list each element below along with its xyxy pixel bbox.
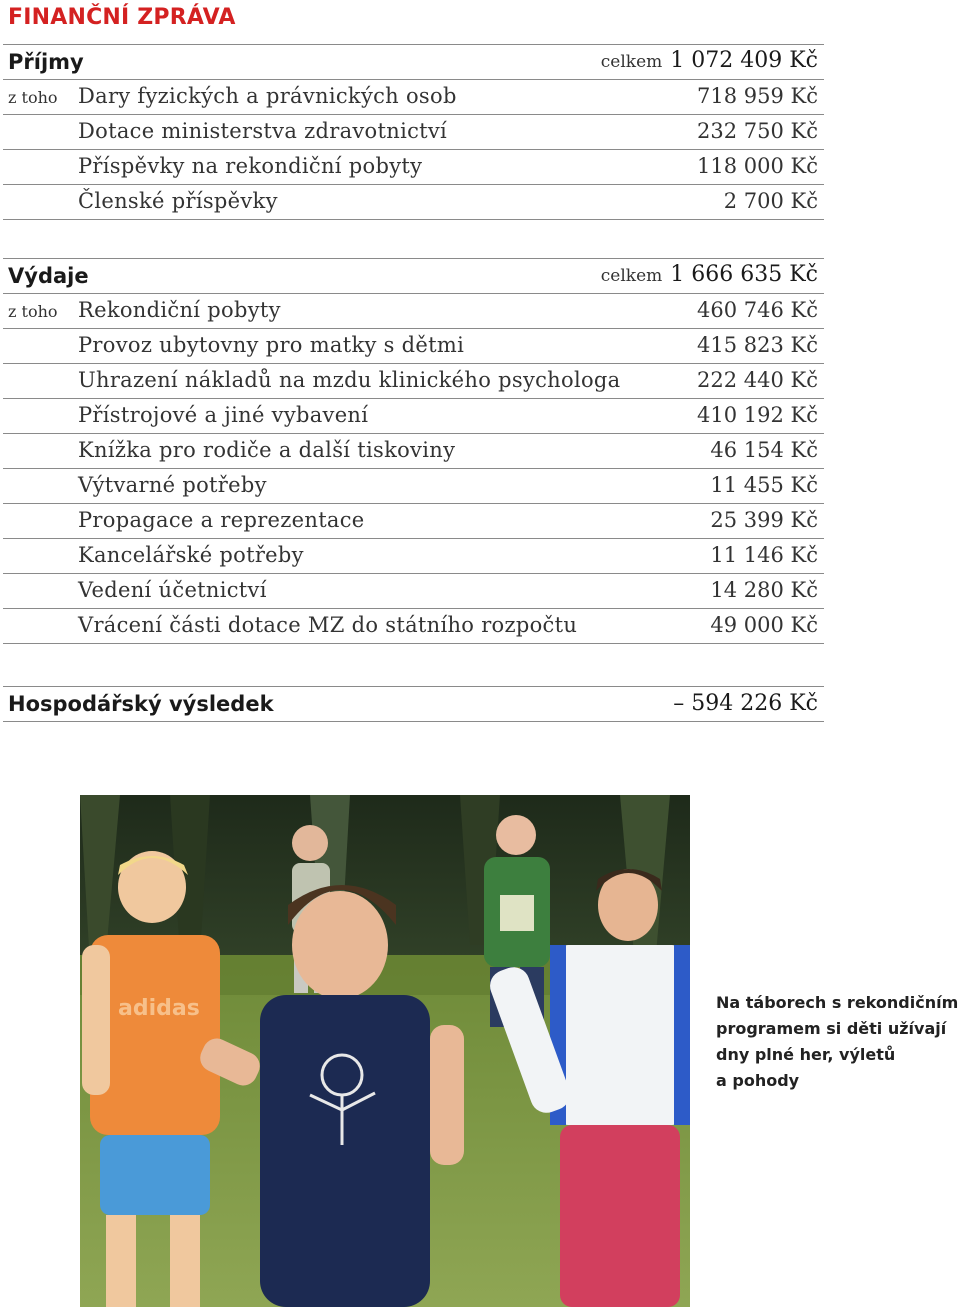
expenses-item-label: Vrácení části dotace MZ do státního rozpočtu [78,613,578,637]
income-table [3,44,824,220]
expenses-item-amount: 11 146 Kč [710,543,818,567]
expenses-table [3,258,824,644]
svg-text:adidas: adidas [118,996,200,1021]
expenses-row [3,398,824,433]
expenses-item-label: Výtvarné potřeby [78,473,267,497]
expenses-item-label: Rekondiční pobyty [78,298,281,322]
expenses-item-label: Vedení účetnictví [78,578,267,602]
income-header-row [3,44,824,79]
expenses-row [3,363,824,398]
income-row [3,184,824,220]
expenses-total-value: 1 666 635 Kč [670,262,818,287]
caption-line: Na táborech s rekondičním [716,993,959,1012]
caption-line: programem si děti užívají [716,1019,947,1038]
expenses-item-amount: 11 455 Kč [710,473,818,497]
expenses-item-amount: 25 399 Kč [710,508,818,532]
expenses-item-amount: 46 154 Kč [710,438,818,462]
expenses-item-amount: 222 440 Kč [697,368,818,392]
result-value: – 594 226 Kč [673,691,818,716]
expenses-item-label: Kancelářské potřeby [78,543,304,567]
expenses-item-amount: 415 823 Kč [697,333,818,357]
expenses-item-label: Propagace a reprezentace [78,508,365,532]
expenses-row [3,503,824,538]
income-item-label: Členské příspěvky [78,189,278,213]
expenses-total-label: celkem [600,266,663,286]
expenses-item-label: Knížka pro rodiče a další tiskoviny [78,438,456,462]
expenses-item-label: Přístrojové a jiné vybavení [78,403,369,427]
income-item-label: Dotace ministerstva zdravotnictví [78,119,448,143]
expenses-section-title: Výdaje [8,264,89,288]
income-item-amount: 232 750 Kč [697,119,818,143]
expenses-row [3,328,824,363]
children-photo [80,795,690,1307]
expenses-item-amount: 460 746 Kč [697,298,818,322]
income-item-amount: 718 959 Kč [697,84,818,108]
result-table [3,686,824,722]
expenses-item-label: Provoz ubytovny pro matky s dětmi [78,333,465,357]
income-item-label: Příspěvky na rekondiční pobyty [78,154,423,178]
expenses-item-label: Uhrazení nákladů na mzdu klinického psychologa [78,368,621,392]
expenses-row [3,538,824,573]
income-row [3,114,824,149]
caption-line: dny plné her, výletů [716,1045,896,1064]
expenses-header-row [3,258,824,293]
income-total-value: 1 072 409 Kč [670,48,818,73]
expenses-item-amount: 49 000 Kč [710,613,818,637]
expenses-row [3,573,824,608]
caption-line: a pohody [716,1071,800,1090]
income-total [601,48,818,73]
income-row [3,79,824,114]
photo-caption [716,990,960,1094]
income-section-title: Příjmy [8,50,84,74]
expenses-row [3,433,824,468]
income-item-amount: 2 700 Kč [723,189,818,213]
expenses-item-amount: 14 280 Kč [710,578,818,602]
result-row [3,686,824,722]
income-total-label: celkem [600,52,663,72]
income-item-amount: 118 000 Kč [697,154,818,178]
expenses-row [3,608,824,644]
expenses-ztoho-label: z toho [8,302,58,321]
expenses-row [3,293,824,328]
income-row [3,149,824,184]
income-ztoho-label: z toho [8,88,58,107]
expenses-total [601,262,818,287]
expenses-item-amount: 410 192 Kč [697,403,818,427]
page-title: FINANČNÍ ZPRÁVA [8,5,236,30]
result-title: Hospodářský výsledek [8,692,274,716]
expenses-row [3,468,824,503]
income-item-label: Dary fyzických a právnických osob [78,84,457,108]
